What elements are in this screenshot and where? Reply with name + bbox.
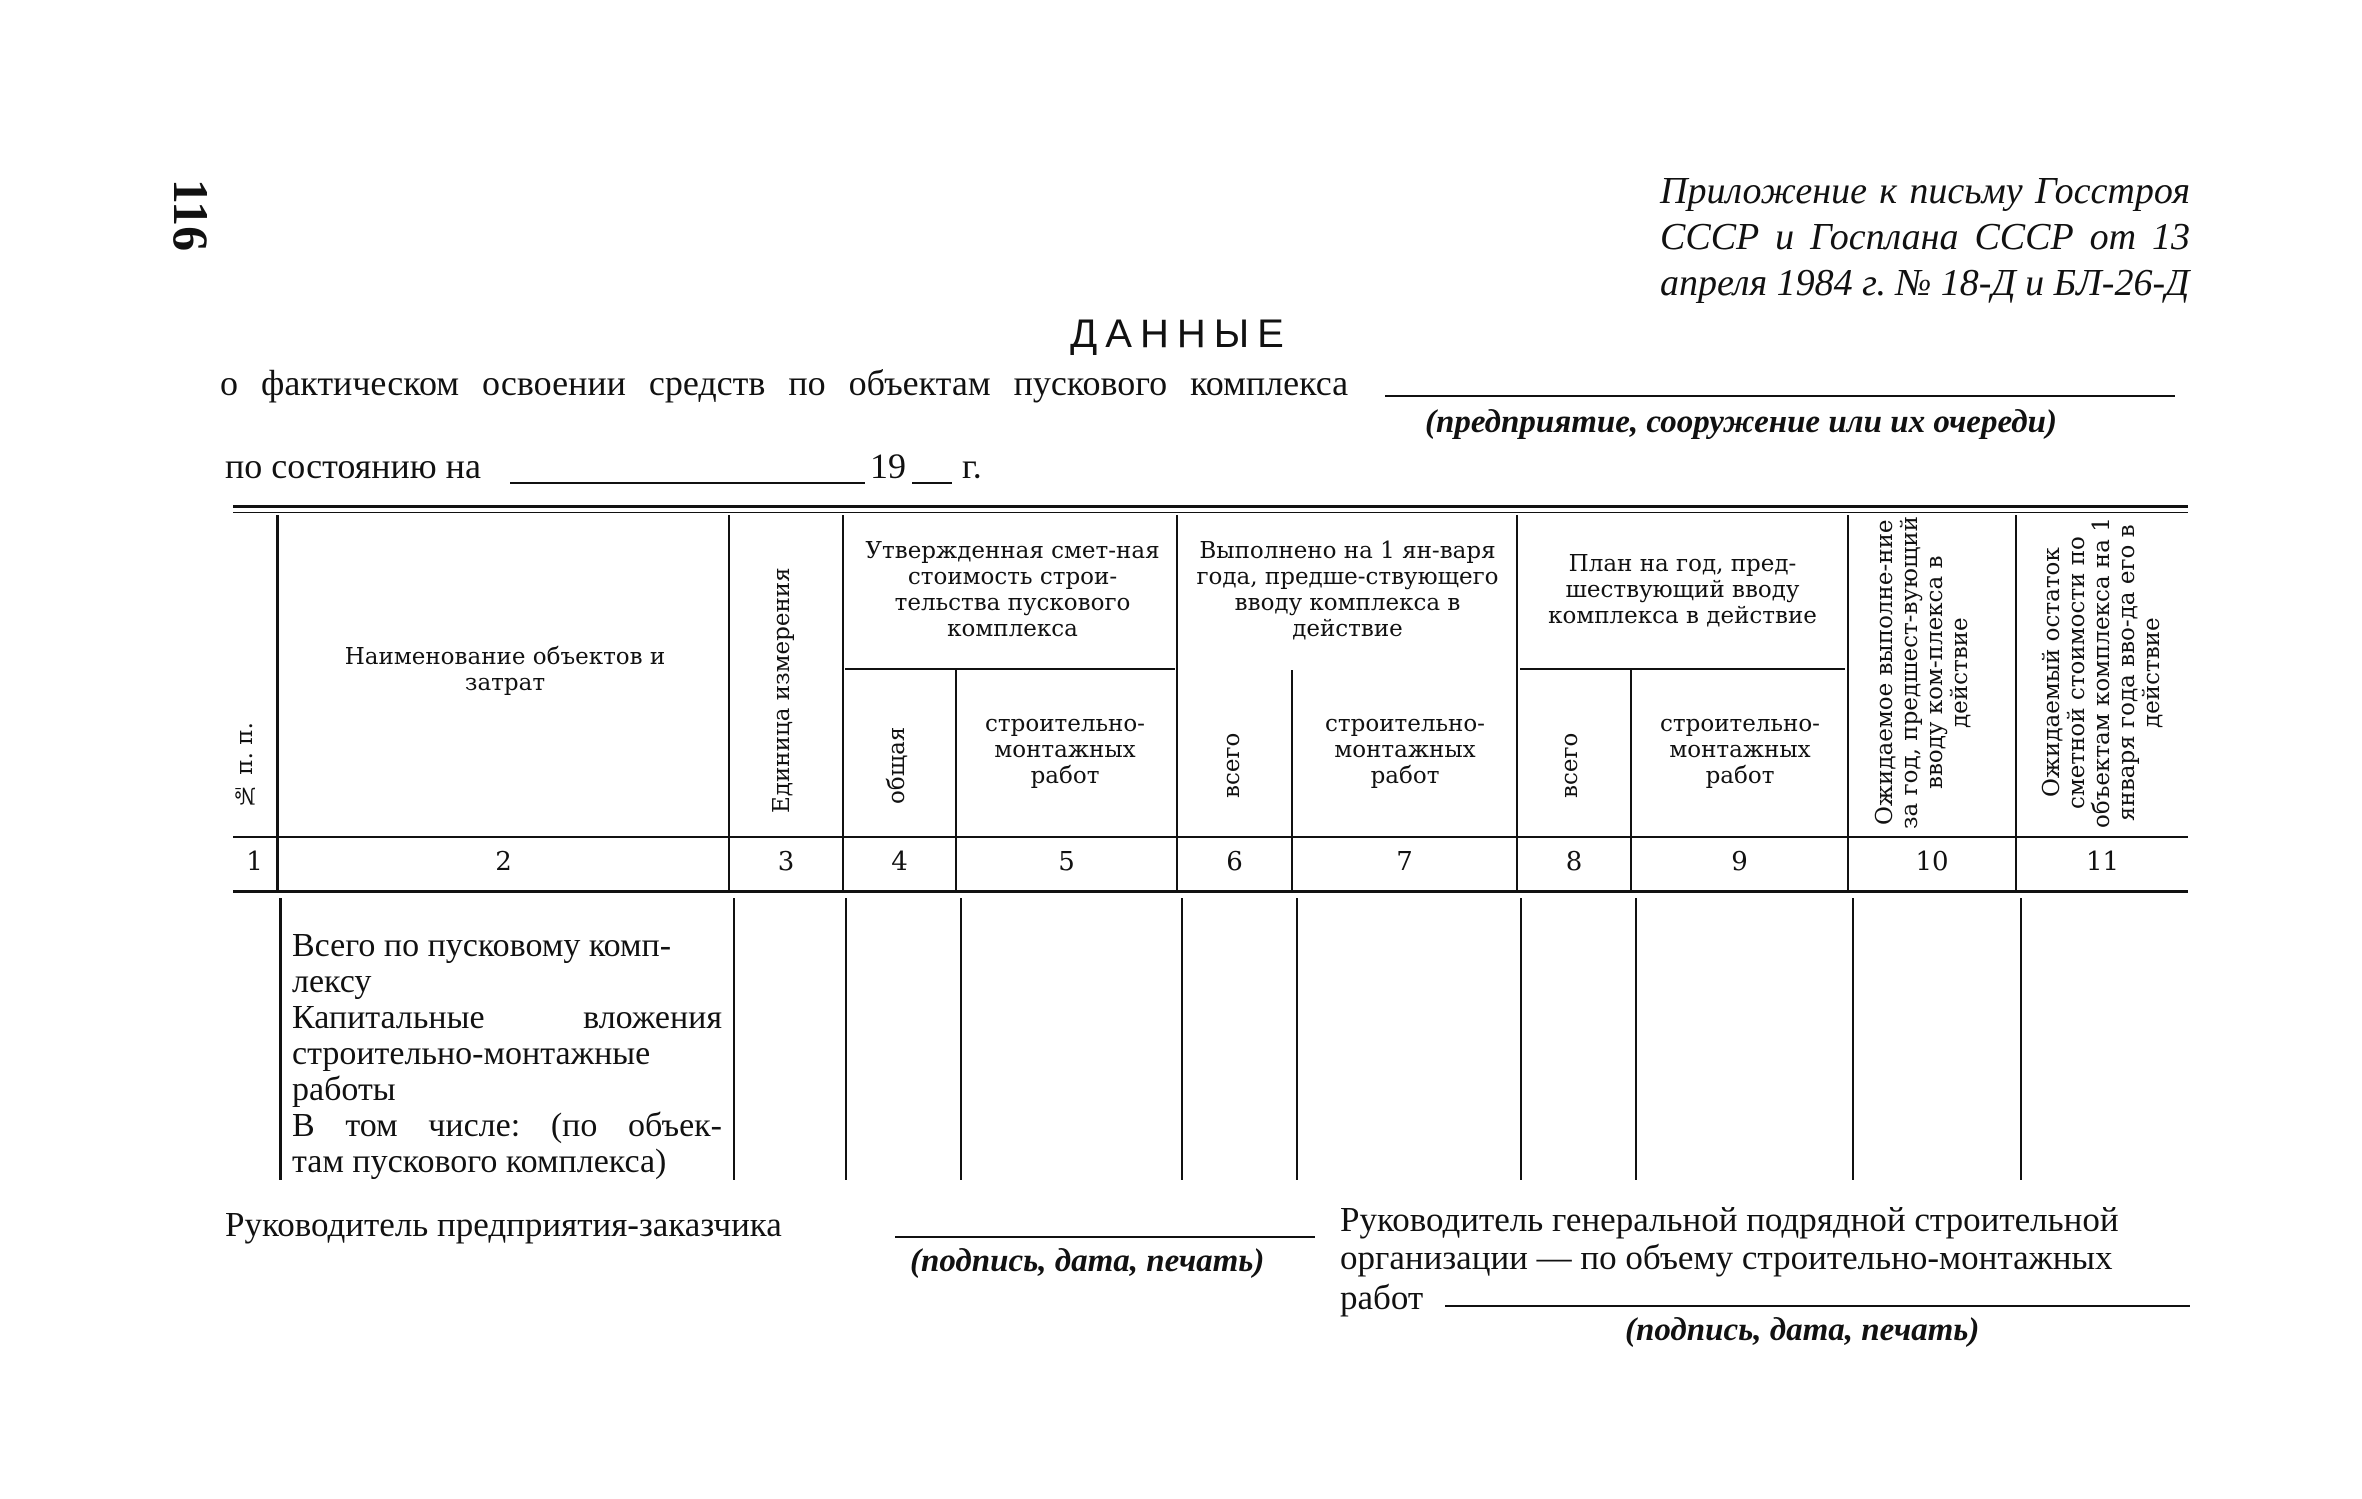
body-line: строительно-монтажные (292, 1035, 651, 1072)
body-line: Всего по пусковому комп- (292, 927, 672, 964)
header-plan: План на год, пред-шествующий вводу комплекса в действие (1548, 551, 1817, 629)
page-number: 116 (163, 178, 219, 252)
column-number: 2 (495, 847, 512, 877)
header-construction-9: строительно-монтажных работ (1660, 711, 1820, 789)
enterprise-hint: (предприятие, сооружение или их очереди) (1425, 404, 2057, 440)
column-number: 4 (891, 847, 908, 877)
column-number: 7 (1396, 847, 1413, 877)
header-total-6: всего (1219, 732, 1245, 798)
column-number: 9 (1731, 847, 1748, 877)
header-expected: Ожидаемое выполне-ние за год, предшест-вующий вводу ком-плекса в действие (1872, 516, 1973, 829)
header-approved: Утвержденная смет-ная стоимость строи-тельства пускового комплекса (865, 538, 1160, 642)
signature-right-line-2: организации — по объему строительно-монтажных (1340, 1238, 2113, 1277)
header-num: № п. п. (232, 722, 258, 808)
table-body-text (292, 928, 722, 1180)
column-number: 1 (246, 847, 263, 877)
enterprise-blank[interactable] (1385, 395, 2175, 397)
signature-right-line-3: работ (1340, 1278, 1424, 1317)
document-subtitle: о фактическом освоении средств по объектам пускового комплекса (220, 363, 1349, 403)
header-construction-7: строительно-монтажных работ (1325, 711, 1485, 789)
appendix-note: Приложение к письму Госстроя СССР и Госплана СССР от 13 апреля 1984 г. № 18-Д и БЛ-26-Д (1660, 170, 2190, 304)
body-line: Капитальные вложения (292, 999, 722, 1036)
column-number: 5 (1058, 847, 1075, 877)
body-line: там пускового комплекса) (292, 1143, 667, 1180)
header-completed: Выполнено на 1 ян-варя года, предше-ствующего вводу комплекса в действие (1196, 538, 1499, 642)
header-total-general: общая (884, 726, 910, 804)
body-line: лексу (292, 963, 372, 1000)
body-line: работы (292, 1071, 396, 1108)
signature-right-blank[interactable] (1445, 1305, 2190, 1307)
header-name: Наименование объектов и затрат (344, 644, 666, 696)
header-remainder: Ожидаемый остаток сметной стоимости по объектам комплекса на 1 января года вво-да его в действие (2039, 517, 2165, 828)
state-year: 19 (870, 446, 906, 486)
signature-left-blank[interactable] (895, 1236, 1315, 1238)
header-total-8: всего (1557, 732, 1583, 798)
signature-right-line-1: Руководитель генеральной подрядной строительной (1340, 1200, 2119, 1239)
state-suffix: г. (962, 446, 982, 486)
header-unit: Единица измерения (769, 567, 795, 813)
year-blank[interactable] (912, 482, 952, 484)
signature-left-label: Руководитель предприятия-заказчика (225, 1205, 782, 1244)
column-number: 3 (777, 847, 795, 877)
column-number: 11 (2085, 847, 2120, 877)
signature-left-hint: (подпись, дата, печать) (910, 1243, 1265, 1279)
state-prefix: по состоянию на (225, 446, 481, 486)
column-number: 10 (1915, 847, 1949, 877)
date-blank[interactable] (510, 482, 865, 484)
signature-right-hint: (подпись, дата, печать) (1625, 1312, 1980, 1348)
header-construction-5: строительно-монтажных работ (985, 711, 1145, 789)
body-line: В том числе: (по объек- (292, 1107, 722, 1144)
document-title: ДАННЫЕ (1070, 312, 1292, 356)
column-number: 6 (1226, 847, 1243, 877)
column-number: 8 (1565, 847, 1583, 877)
